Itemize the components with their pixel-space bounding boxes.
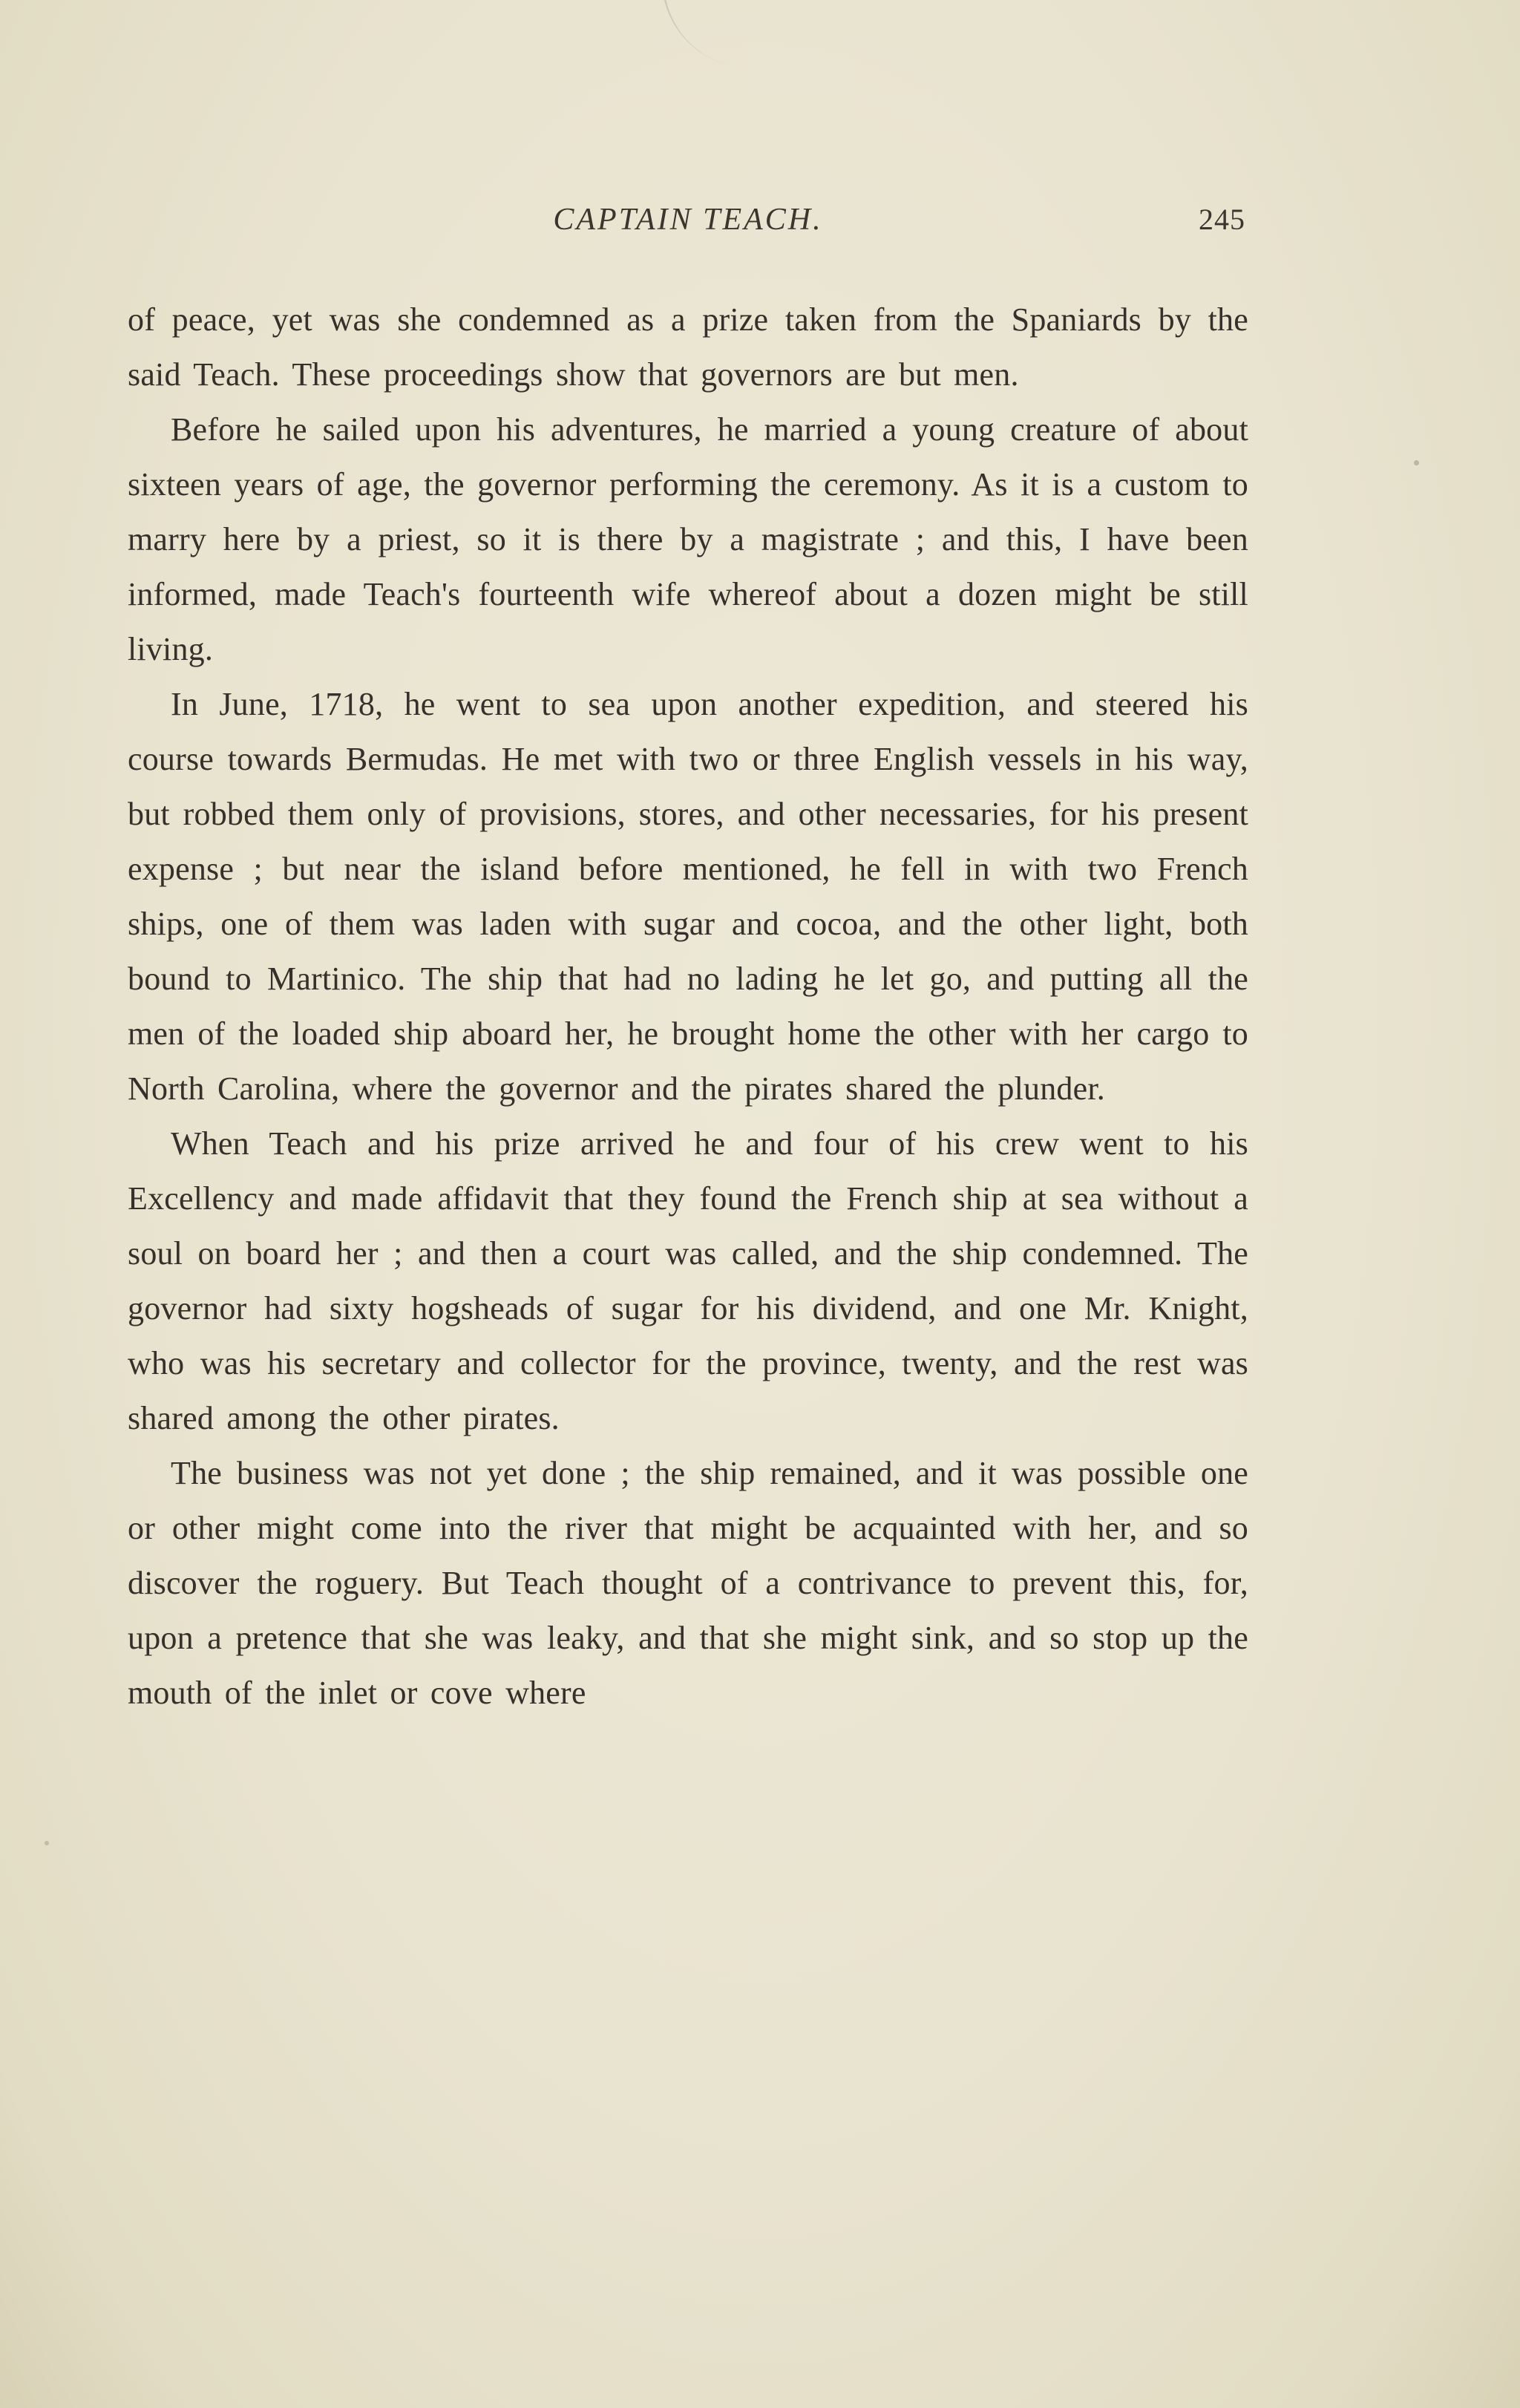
body-paragraph: When Teach and his prize arrived he and four of his crew went to his Excellency and made affidavit that they found the French ship at sea without a soul on board her ; and then a court was called, and the ship condemned. The governor had sixty hogsheads of sugar for his dividend, and one Mr. Knight, who was his secretary and collector for the province, twenty, and the rest was shared among the other pirates. <box>128 1125 1248 1436</box>
running-head <box>128 202 1248 254</box>
body-paragraph: of peace, yet was she condemned as a prize taken from the Spaniards by the said Teach. These proceedings show that governors are but men. <box>128 301 1248 393</box>
scan-artifact <box>645 0 767 70</box>
body-paragraph: Before he sailed upon his adventures, he married a young creature of about sixteen years of age, the governor performing the ceremony. As it is a custom to marry here by a priest, so it is there by a magistrate ; and this, I have been informed, made Teach's fourteenth wife whereof about a dozen might be still living. <box>128 411 1248 667</box>
scan-artifact <box>45 1841 49 1845</box>
body-text <box>128 292 1248 1721</box>
body-paragraph: The business was not yet done ; the ship remained, and it was possible one or other might come into the river that might be acquainted with her, and so discover the roguery. But Teach thought of a contrivance to prevent this, for, upon a pretence that she was leaky, and that she might sink, and so stop up the mouth of the inlet or cove where <box>128 1455 1248 1711</box>
page-content <box>128 202 1248 1721</box>
body-paragraph: In June, 1718, he went to sea upon another expedition, and steered his course towards Bermudas. He met with two or three English vessels in his way, but robbed them only of provisions, stores, and other necessaries, for his present expense ; but near the island before mentioned, he fell in with two French ships, one of them was laden with sugar and cocoa, and the other light, both bound to Martinico. The ship that had no lading he let go, and putting all the men of the loaded ship aboard her, he brought home the other with her cargo to North Carolina, where the governor and the pirates shared the plunder. <box>128 686 1248 1107</box>
running-head-title: CAPTAIN TEACH. <box>553 203 823 237</box>
page-number: 245 <box>1199 203 1245 236</box>
scan-artifact <box>1414 460 1419 465</box>
